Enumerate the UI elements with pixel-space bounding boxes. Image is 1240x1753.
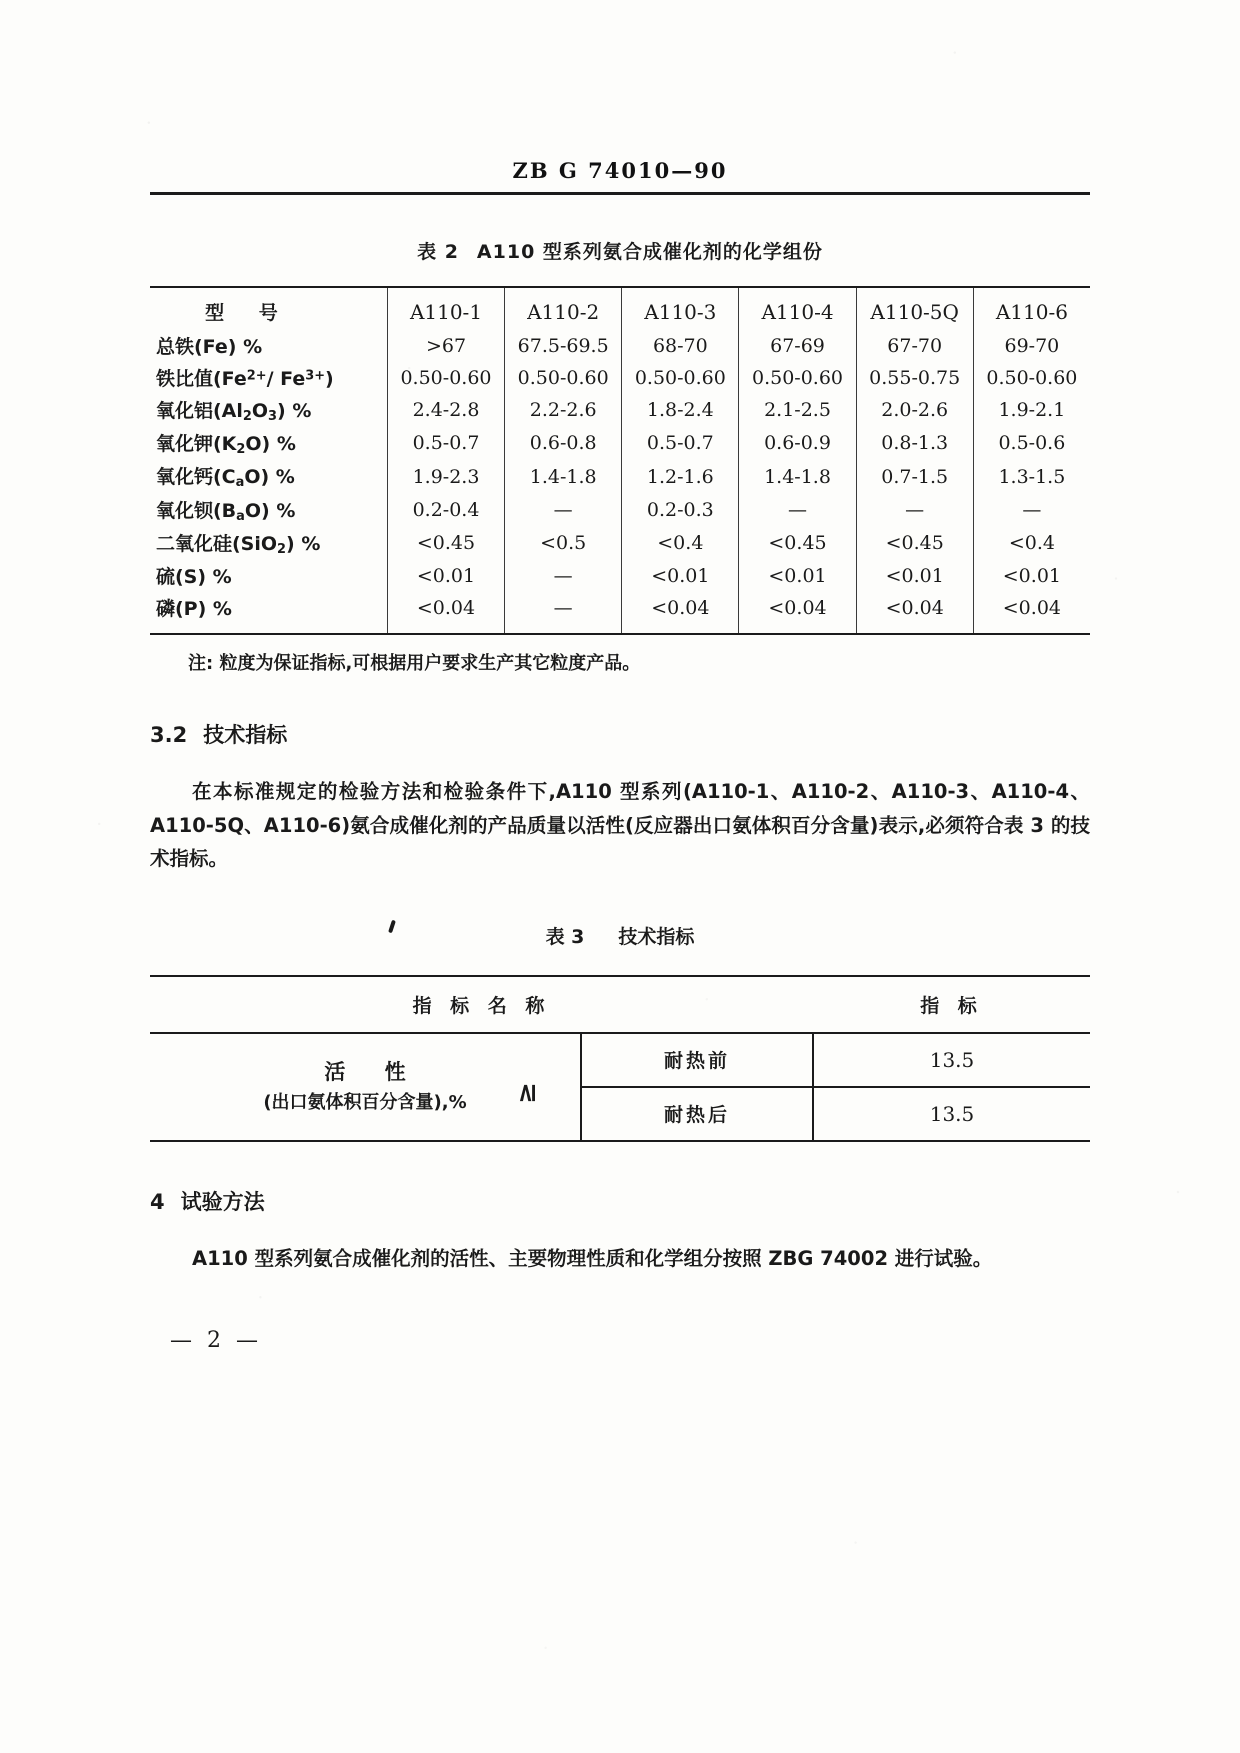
table2-cell: 0.50-0.60	[973, 362, 1090, 394]
table2-cell: >67	[387, 330, 504, 362]
table2-cell: <0.04	[973, 592, 1090, 633]
activity-label-line1: 活 性	[324, 1060, 422, 1085]
table2-cell: 0.50-0.60	[505, 362, 622, 394]
table3-caption	[0, 922, 1240, 949]
table2-cell: <0.01	[622, 560, 739, 592]
table2-cell: 1.9-2.1	[973, 394, 1090, 427]
table3-container	[150, 975, 1090, 1142]
table2-row-header-label: 型 号	[205, 302, 292, 324]
section-4-paragraph: A110 型系列氨合成催化剂的活性、主要物理性质和化学组分按照 ZBG 74002 进行试验。	[192, 1246, 993, 1270]
table2-cell: 0.5-0.7	[387, 427, 504, 460]
table2-cell: 69-70	[973, 330, 1090, 362]
table2-col-header: A110-4	[739, 288, 856, 330]
table2-header-row	[150, 288, 1090, 330]
table2-cell: 68-70	[622, 330, 739, 362]
table2-cell: 2.1-2.5	[739, 394, 856, 427]
table2-cell: —	[505, 494, 622, 527]
table-row	[150, 330, 1090, 362]
table2-cell: —	[505, 592, 622, 633]
table2-cell: 67-69	[739, 330, 856, 362]
standard-number-header: ZB G 74010—90	[512, 158, 728, 183]
table3-condition-cell: 耐热后	[581, 1087, 813, 1140]
section-heading-3-2	[150, 719, 1240, 749]
table2-cell: —	[739, 494, 856, 527]
table2-cell: —	[973, 494, 1090, 527]
page-number: — 2 —	[170, 1328, 262, 1353]
table3	[150, 977, 1090, 1140]
table2-row-label: 氧化铝$(Al_2O_3)$ %	[156, 400, 312, 425]
table2-col-header: A110-2	[505, 288, 622, 330]
table2-cell: 0.6-0.8	[505, 427, 622, 460]
table2-cell: 0.50-0.60	[622, 362, 739, 394]
table2-container	[150, 286, 1090, 635]
table3-condition-cell: 耐热前	[581, 1033, 813, 1087]
table2-caption-title: A110 型系列氨合成催化剂的化学组份	[476, 241, 823, 263]
table-row	[150, 494, 1090, 527]
table2-cell: 0.55-0.75	[856, 362, 973, 394]
table2-row-label: 总铁(Fe) %	[156, 336, 263, 358]
table2-cell: 67-70	[856, 330, 973, 362]
scan-artifact-mark	[388, 919, 396, 933]
table2-cell: 1.9-2.3	[387, 460, 504, 493]
table-row	[150, 427, 1090, 460]
table2-cell: 0.7-1.5	[856, 460, 973, 493]
table2-cell: —	[856, 494, 973, 527]
table2-cell: 0.2-0.4	[387, 494, 504, 527]
table2-row-label: 硫(S) %	[156, 566, 232, 589]
table-row	[150, 394, 1090, 427]
table2-cell: <0.45	[387, 527, 504, 560]
table-row	[150, 362, 1090, 394]
table2-row-label: 二氧化硅(SiO$_2$) %	[156, 532, 321, 558]
table2	[150, 288, 1090, 633]
table2-cell: <0.01	[973, 560, 1090, 592]
section-heading-4	[150, 1186, 1240, 1216]
table2-cell: 0.2-0.3	[622, 494, 739, 527]
table-row	[150, 592, 1090, 633]
table-row	[150, 1033, 1090, 1087]
table2-cell: 2.0-2.6	[856, 394, 973, 427]
table2-cell: <0.4	[622, 527, 739, 560]
table2-cell: 67.5-69.5	[505, 330, 622, 362]
table-row	[150, 460, 1090, 493]
table2-cell: 0.5-0.7	[622, 427, 739, 460]
table-row	[150, 560, 1090, 592]
table2-cell: <0.45	[739, 527, 856, 560]
table2-cell: <0.01	[856, 560, 973, 592]
table2-cell: <0.04	[856, 592, 973, 633]
table3-item-name-cell	[150, 1033, 581, 1140]
table2-row-label: 磷(P) %	[156, 598, 232, 621]
table2-row-label: 氧化钡$(B_aO)$ %	[156, 499, 296, 524]
section-title: 技术指标	[203, 723, 288, 748]
table2-col-header: A110-3	[622, 288, 739, 330]
table2-col-header: A110-6	[973, 288, 1090, 330]
section-number: 3.2	[150, 723, 188, 748]
table3-header-index: 指 标	[813, 977, 1090, 1033]
table2-cell: <0.01	[739, 560, 856, 592]
greater-equal-icon: ≥	[512, 1081, 543, 1104]
table2-col-header: A110-5Q	[856, 288, 973, 330]
section-3-2-paragraph: 在本标准规定的检验方法和检验条件下,A110 型系列(A110-1、A110-2、A110-3、A110-4、A110-5Q、A110-6)氨合成催化剂的产品质量以活性(反应器出口氨体积百分含量)表示,必须符合表 3 的技术指标。	[150, 780, 1090, 871]
table2-cell: 2.2-2.6	[505, 394, 622, 427]
table2-cell: <0.04	[739, 592, 856, 633]
table2-cell: <0.04	[622, 592, 739, 633]
table2-cell: 0.8-1.3	[856, 427, 973, 460]
table3-value-cell: 13.5	[813, 1033, 1090, 1087]
table2-cell: 1.4-1.8	[505, 460, 622, 493]
table2-cell: 1.3-1.5	[973, 460, 1090, 493]
table3-header-row	[150, 977, 1090, 1033]
table2-row-label: 氧化钾$(K_2O)$ %	[156, 433, 296, 458]
activity-label-line2: (出口氨体积百分含量),%	[263, 1091, 467, 1113]
table2-caption-number: 表 2	[417, 241, 459, 263]
table2-note: 注: 粒度为保证指标,可根据用户要求生产其它粒度产品。	[188, 653, 641, 675]
table2-cell: <0.01	[387, 560, 504, 592]
table2-row-label: 氧化钙$(C_aO)$ %	[156, 466, 295, 491]
table2-cell: <0.5	[505, 527, 622, 560]
table2-cell: <0.4	[973, 527, 1090, 560]
table2-cell: 1.2-1.6	[622, 460, 739, 493]
table2-cell: 0.50-0.60	[739, 362, 856, 394]
table2-cell: 2.4-2.8	[387, 394, 504, 427]
table3-value-cell: 13.5	[813, 1087, 1090, 1140]
header-rule	[150, 192, 1090, 195]
section-number: 4	[150, 1189, 165, 1214]
table3-caption-number: 表 3	[545, 925, 585, 948]
table3-header-item-name: 指 标 名 称	[150, 977, 813, 1033]
table2-cell: <0.45	[856, 527, 973, 560]
section-title: 试验方法	[180, 1189, 265, 1214]
table2-cell: —	[505, 560, 622, 592]
table-row	[150, 527, 1090, 560]
table2-cell: 1.4-1.8	[739, 460, 856, 493]
table2-col-header: A110-1	[387, 288, 504, 330]
table2-cell: 0.6-0.9	[739, 427, 856, 460]
table2-caption	[0, 237, 1240, 264]
table2-cell: <0.04	[387, 592, 504, 633]
table2-cell: 0.5-0.6	[973, 427, 1090, 460]
table2-row-label: 铁比值($Fe^{2+}/$ $Fe^{3+}$)	[156, 368, 334, 390]
table2-cell: 1.8-2.4	[622, 394, 739, 427]
table3-caption-title: 技术指标	[618, 925, 695, 948]
table2-cell: 0.50-0.60	[387, 362, 504, 394]
